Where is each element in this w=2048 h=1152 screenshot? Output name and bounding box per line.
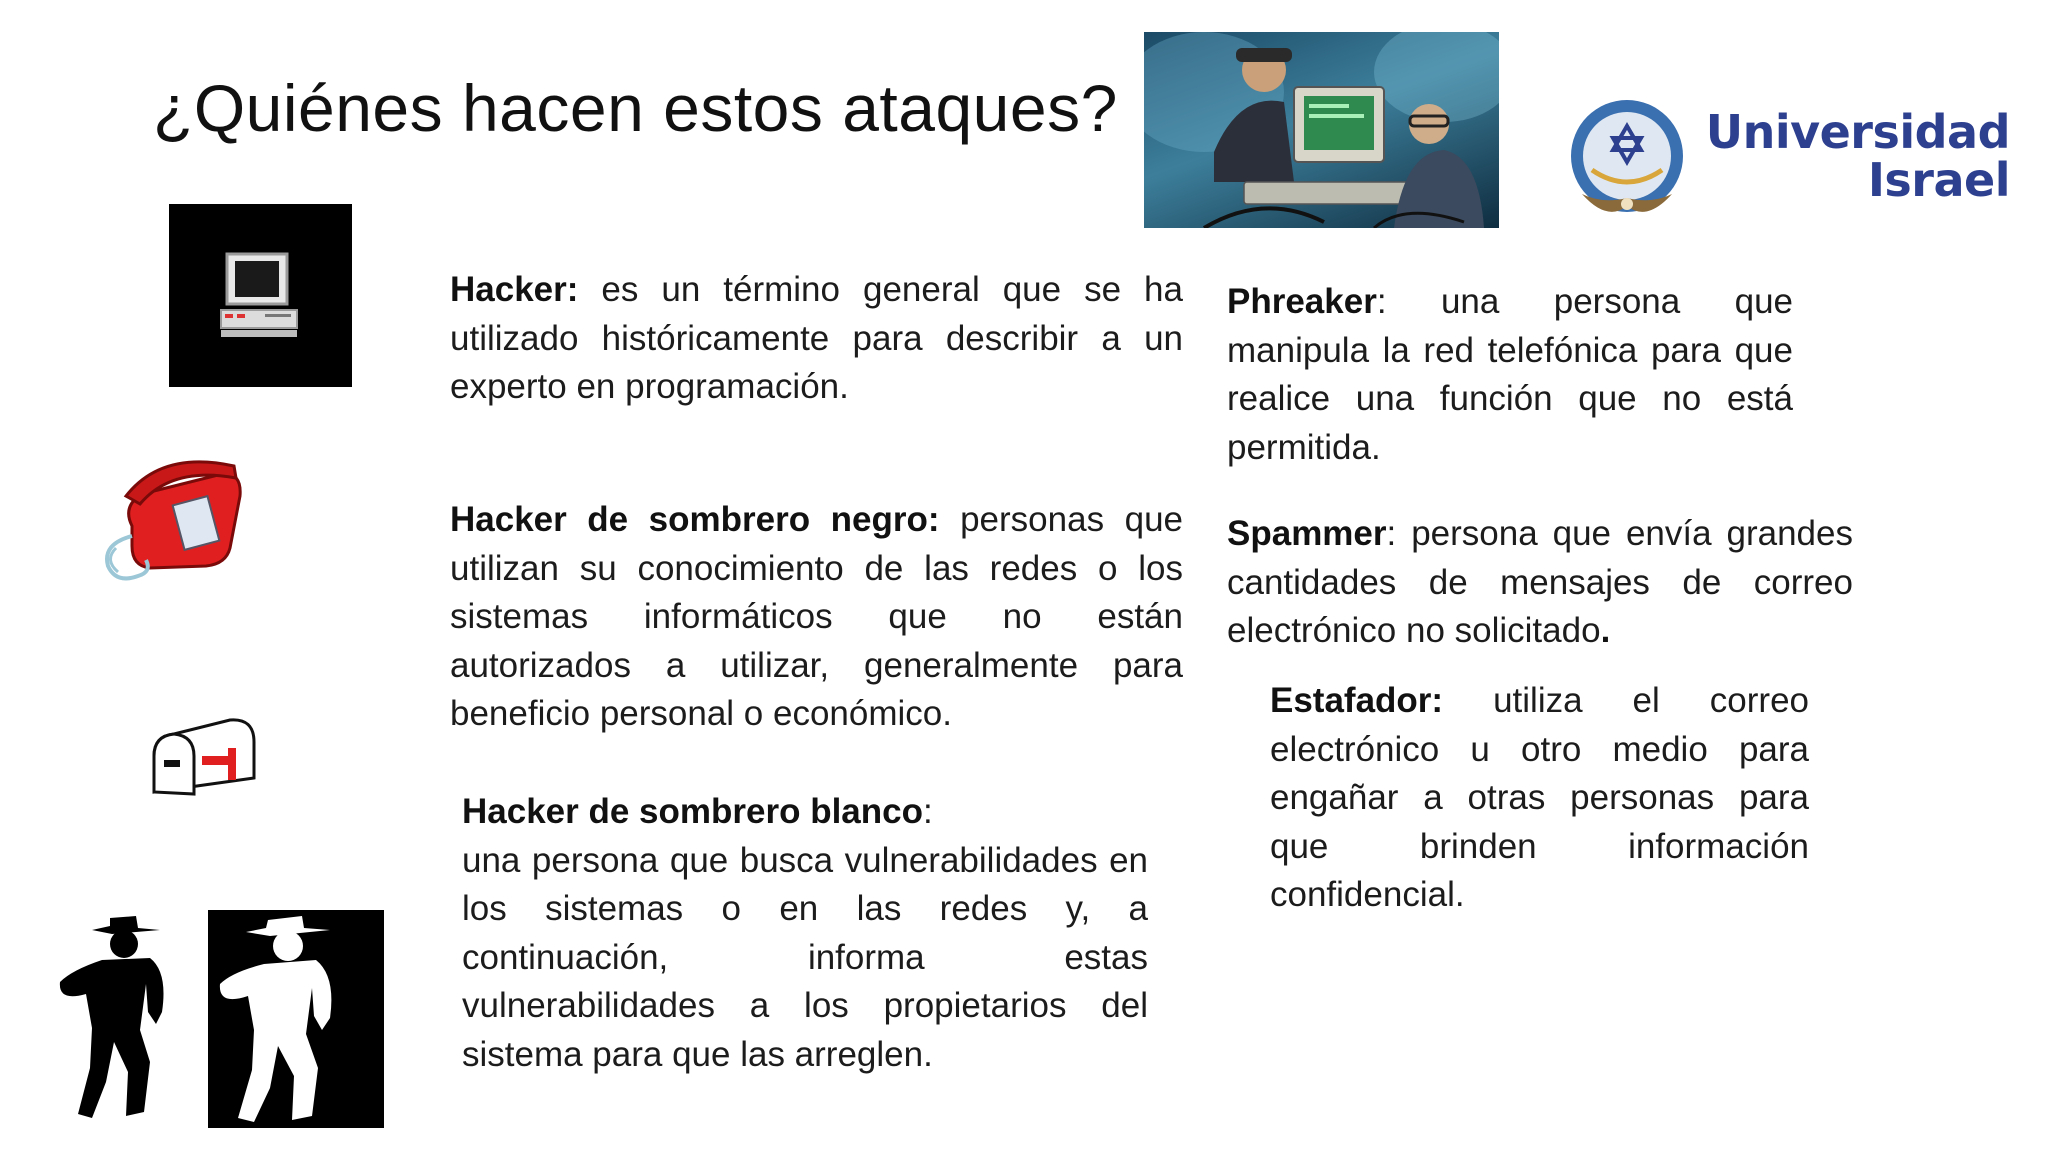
text-black-hat: personas que utilizan su conocimiento de las redes o los sistemas informáticos que no están autorizados a utilizar, generalmente para beneficio personal o económico.	[450, 500, 1184, 733]
definition-white-hat	[462, 788, 1148, 1079]
definition-black-hat	[450, 496, 1183, 739]
hackers-photo-illustration	[1144, 32, 1499, 228]
term-estafador: Estafador:	[1270, 681, 1444, 720]
text-estafador: utiliza el correo electrónico u otro medio para engañar a otras personas para que brinden información confidencial.	[1270, 681, 1809, 914]
term-phreaker: Phreaker	[1227, 282, 1377, 321]
university-name	[1705, 105, 2010, 207]
university-seal-icon	[1552, 94, 1702, 228]
university-name-line1: Universidad	[1705, 105, 2010, 159]
text-white-hat: una persona que busca vulnerabilidades en los sistemas o en las redes y, a continuación, informa estas vulnerabilidades a los propietarios del sistema para que las arreglen.	[462, 840, 1148, 1074]
black-silhouette-graphic	[52, 912, 182, 1122]
definition-phreaker	[1227, 278, 1793, 472]
computer-icon-graphic	[169, 204, 352, 387]
term-hacker: Hacker:	[450, 270, 579, 309]
university-logo	[1550, 90, 2010, 230]
definition-spammer	[1227, 510, 1853, 656]
term-spammer: Spammer	[1227, 514, 1387, 553]
definition-estafador	[1270, 677, 1809, 920]
white-silhouette-icon	[208, 910, 384, 1128]
heading-white-hat	[462, 788, 1148, 837]
computer-icon	[169, 204, 352, 387]
colon-white-hat: :	[923, 792, 933, 831]
telephone-icon	[102, 456, 252, 586]
definition-hacker	[450, 266, 1183, 412]
telephone-icon-graphic	[102, 456, 252, 586]
hackers-photo	[1144, 32, 1499, 228]
black-silhouette-icon	[52, 912, 182, 1122]
university-name-line2: Israel	[1867, 153, 2010, 207]
text-spammer: : persona que envía grandes cantidades de mensajes de correo electrónico no solicitado	[1227, 514, 1853, 650]
white-silhouette-graphic	[208, 910, 384, 1128]
slide-title: ¿Quiénes hacen estos ataques?	[153, 71, 1118, 145]
term-black-hat: Hacker de sombrero negro:	[450, 500, 940, 539]
term-white-hat: Hacker de sombrero blanco	[462, 792, 923, 831]
text-phreaker: : una persona que manipula la red telefónica para que realice una función que no está permitida.	[1227, 282, 1793, 467]
end-spammer: .	[1600, 611, 1611, 650]
mailbox-icon-graphic	[150, 712, 260, 797]
text-hacker: es un término general que se ha utilizado históricamente para describir a un experto en programación.	[450, 270, 1183, 406]
mailbox-icon	[150, 712, 260, 797]
